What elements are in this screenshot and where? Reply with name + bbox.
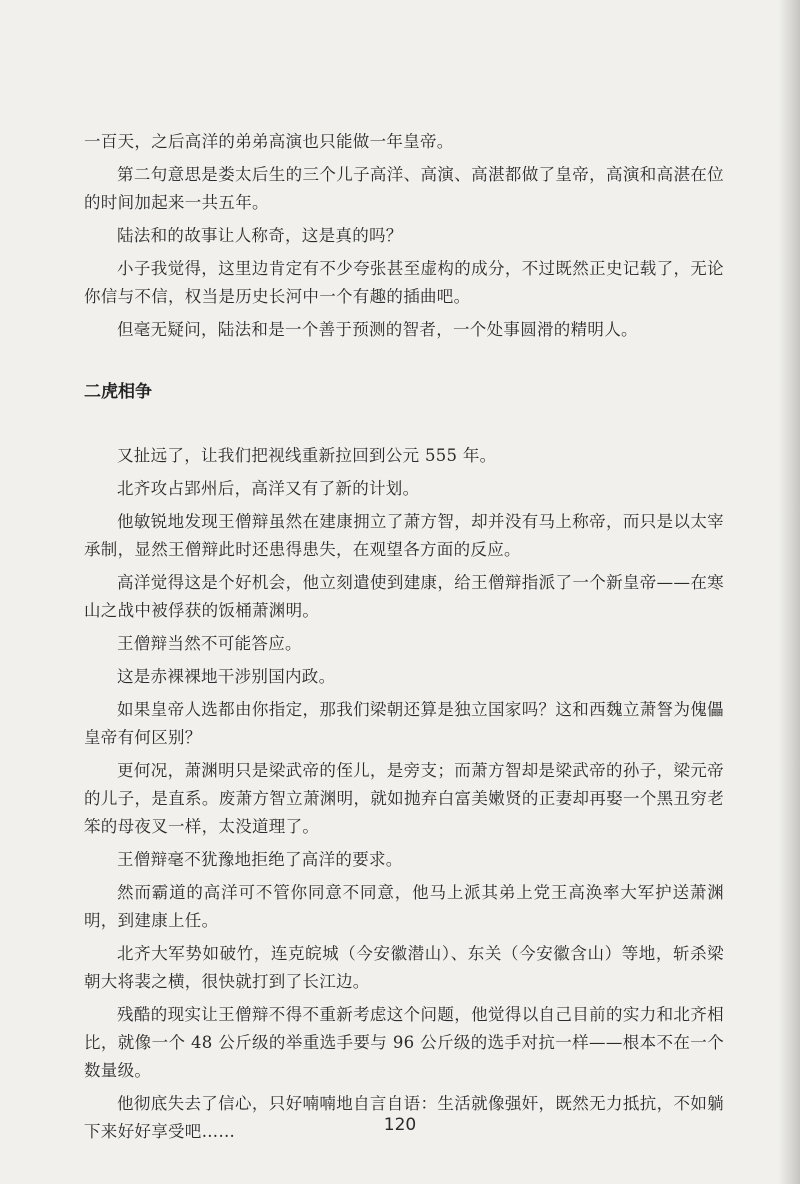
paragraph: 一百天，之后高洋的弟弟高演也只能做一年皇帝。 — [84, 132, 454, 151]
paragraph: 又扯远了，让我们把视线重新拉回到公元 555 年。 — [117, 446, 497, 465]
paragraph: 这是赤裸裸地干涉别国内政。 — [117, 667, 336, 686]
paragraph: 北齐大军势如破竹，连克皖城（今安徽潜山）、东关（今安徽含山）等地，斩杀梁朝大将裴之横，很快就打到了长江边。 — [84, 944, 724, 991]
paragraph: 更何况，萧渊明只是梁武帝的侄儿，是旁支；而萧方智却是梁武帝的孙子，梁元帝的儿子，是直系。废萧方智立萧渊明，就如抛弃白富美嫩贤的正妻却再娶一个黑丑穷老笨的母夜叉一样，太没道理了。 — [84, 761, 724, 836]
paragraph: 第二句意思是娄太后生的三个儿子高洋、高演、高湛都做了皇帝，高演和高湛在位的时间加起来一共五年。 — [84, 165, 724, 212]
paragraph: 小子我觉得，这里边肯定有不少夸张甚至虚构的成分，不过既然正史记载了，无论你信与不信，权当是历史长河中一个有趣的插曲吧。 — [84, 259, 724, 306]
paragraph: 高洋觉得这是个好机会，他立刻遣使到建康，给王僧辩指派了一个新皇帝——在寒山之战中被俘获的饭桶萧渊明。 — [84, 573, 724, 620]
page-number: 120 — [383, 1115, 417, 1135]
page-edge-shadow — [778, 0, 800, 1184]
section-title: 二虎相争 — [84, 382, 152, 402]
paragraph: 但毫无疑问，陆法和是一个善于预测的智者，一个处事圆滑的精明人。 — [117, 320, 638, 339]
paragraph: 陆法和的故事让人称奇，这是真的吗？ — [117, 226, 403, 245]
page-body — [84, 128, 724, 1146]
paragraph: 然而霸道的高洋可不管你同意不同意，他马上派其弟上党王高涣率大军护送萧渊明，到建康上任。 — [84, 883, 724, 930]
paragraph: 他敏锐地发现王僧辩虽然在建康拥立了萧方智，却并没有马上称帝，而只是以太宰承制，显然王僧辩此时还患得患失，在观望各方面的反应。 — [84, 512, 724, 559]
paragraph: 王僧辩当然不可能答应。 — [117, 634, 302, 653]
paragraph: 如果皇帝人选都由你指定，那我们梁朝还算是独立国家吗？这和西魏立萧詧为傀儡皇帝有何区别？ — [84, 700, 724, 747]
paragraph: 他彻底失去了信心，只好喃喃地自言自语：生活就像强奸，既然无力抵抗，不如躺下来好好享受吧…… — [84, 1094, 724, 1141]
paragraph: 北齐攻占郢州后，高洋又有了新的计划。 — [117, 479, 420, 498]
paragraph: 残酷的现实让王僧辩不得不重新考虑这个问题，他觉得以自己目前的实力和北齐相比，就像一个 48 公斤级的举重选手要与 96 公斤级的选手对抗一样——根本不在一个数量级。 — [84, 1005, 724, 1080]
paragraph: 王僧辩毫不犹豫地拒绝了高洋的要求。 — [117, 850, 403, 869]
